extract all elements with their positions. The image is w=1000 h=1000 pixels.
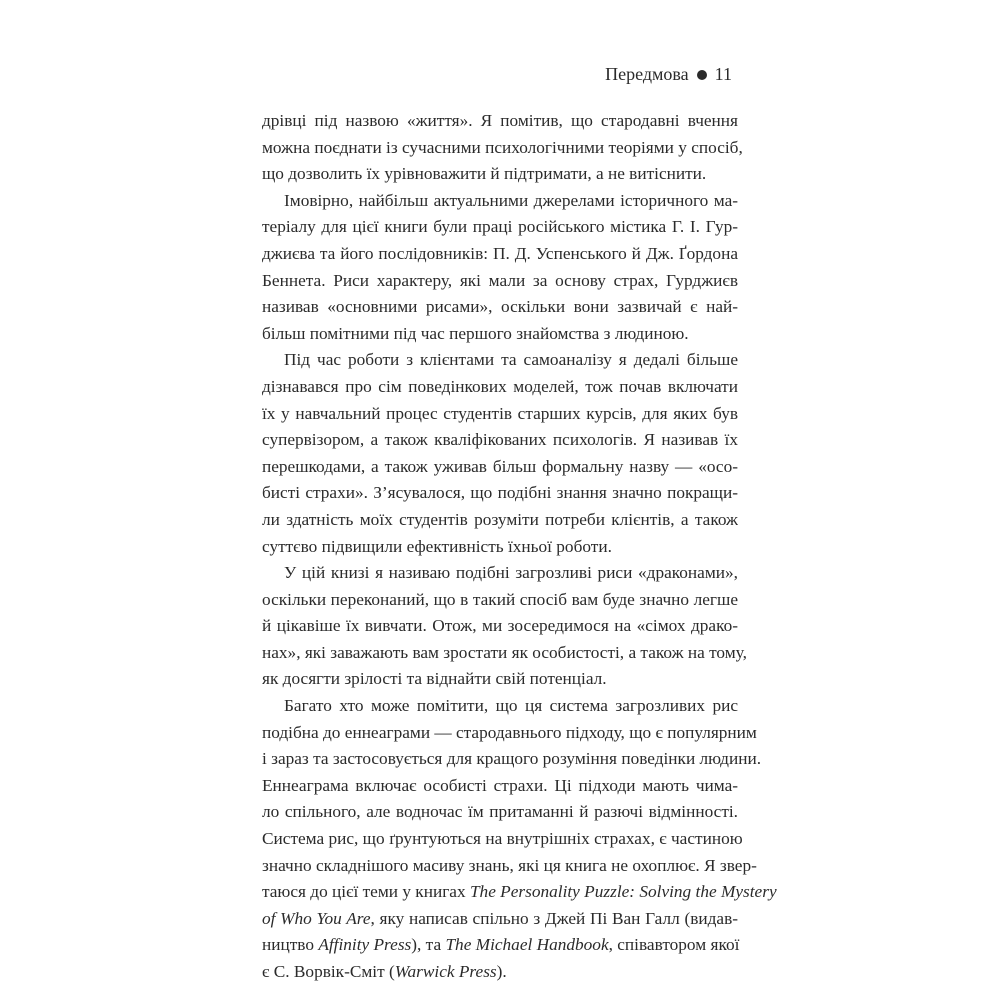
- text-line: їх у навчальний процес студентів старших курсів, для яких був: [262, 403, 738, 423]
- text-line: й цікавіше їх вивчати. Отож, ми зосередимося на «сімох драко-: [262, 616, 738, 636]
- text-line: бисті страхи». З’ясувалося, що подібні знання значно покращи-: [262, 483, 738, 503]
- running-header: [605, 64, 732, 85]
- text-line: Імовірно, найбільш актуальними джерелами історичного ма-: [284, 190, 738, 210]
- text-line: ло спільного, але водночас їм притаманні й разючі відмінності.: [262, 802, 738, 822]
- text-line: оскільки переконаний, що в такий спосіб вам буде значно легше: [262, 589, 738, 609]
- text-line: можна поєднати із сучасними психологічними теоріями у спосіб,: [262, 137, 743, 157]
- section-title: Передмова: [605, 64, 689, 84]
- text-line: Багато хто може помітити, що ця система загрозливих рис: [284, 696, 738, 716]
- text-line: дізнавався про сім поведінкових моделей, тож почав включати: [262, 376, 738, 396]
- text-line-29: таюся до цієї теми у книгах The Personality Puzzle: Solving the Mystery: [262, 882, 777, 902]
- text-line-31: ництво Affinity Press), та The Michael Handbook, співавтором якої: [262, 935, 740, 955]
- text-line: як досягти зрілості та віднайти свій потенціал.: [262, 669, 607, 689]
- text-line: ли здатність моїх студентів розуміти потреби клієнтів, а також: [262, 509, 738, 529]
- text-line: нах», які заважають вам зростати як особистості, а також на тому,: [262, 642, 747, 662]
- text-line: подібна до еннеаграми — стародавнього підходу, що є популярним: [262, 722, 757, 742]
- text-line: дрівці під назвою «життя». Я помітив, що стародавні вчення: [262, 111, 738, 130]
- text-line-30: of Who You Are, яку написав спільно з Джей Пі Ван Галл (видав-: [262, 908, 738, 928]
- text-line-32: є С. Ворвік-Сміт (Warwick Press).: [262, 962, 507, 981]
- text-line: Беннета. Риси характеру, які мали за основу страх, Гурджиєв: [262, 270, 738, 290]
- bullet-icon: [697, 70, 707, 80]
- text-line: називав «основними рисами», оскільки вони зазвичай є най-: [262, 297, 738, 317]
- text-line: Під час роботи з клієнтами та самоаналізу я дедалі більше: [284, 350, 738, 370]
- text-line: значно складнішого масиву знань, які ця книга не охоплює. Я звер-: [262, 855, 757, 875]
- text-line: Система рис, що ґрунтуються на внутрішніх страхах, є частиною: [262, 829, 743, 849]
- text-lines: [262, 108, 762, 879]
- text-line: джиєва та його послідовників: П. Д. Успенського й Дж. Ґордона: [262, 243, 738, 263]
- page-number: 11: [714, 64, 732, 84]
- text-line: і зараз та застосовується для кращого розуміння поведінки людини.: [262, 749, 762, 769]
- text-line: суттєво підвищили ефективність їхньої роботи.: [262, 536, 612, 556]
- text-line: що дозволить їх урівноважити й підтримати, а не витіснити.: [262, 164, 707, 184]
- text-line: перешкодами, а також уживав більш формальну назву — «осо-: [262, 456, 738, 476]
- body-text: [262, 108, 777, 986]
- text-line: теріалу для цієї книги були праці російського містика Г. І. Гур-: [262, 217, 738, 237]
- text-line: супервізором, а також кваліфікованих психологів. Я називав їх: [262, 430, 738, 450]
- text-line: Еннеаграма включає особисті страхи. Ці підходи мають чима-: [262, 775, 738, 795]
- text-line: більш помітними під час першого знайомства з людиною.: [262, 323, 689, 343]
- text-line: У цій книзі я називаю подібні загрозливі риси «драконами»,: [284, 563, 738, 583]
